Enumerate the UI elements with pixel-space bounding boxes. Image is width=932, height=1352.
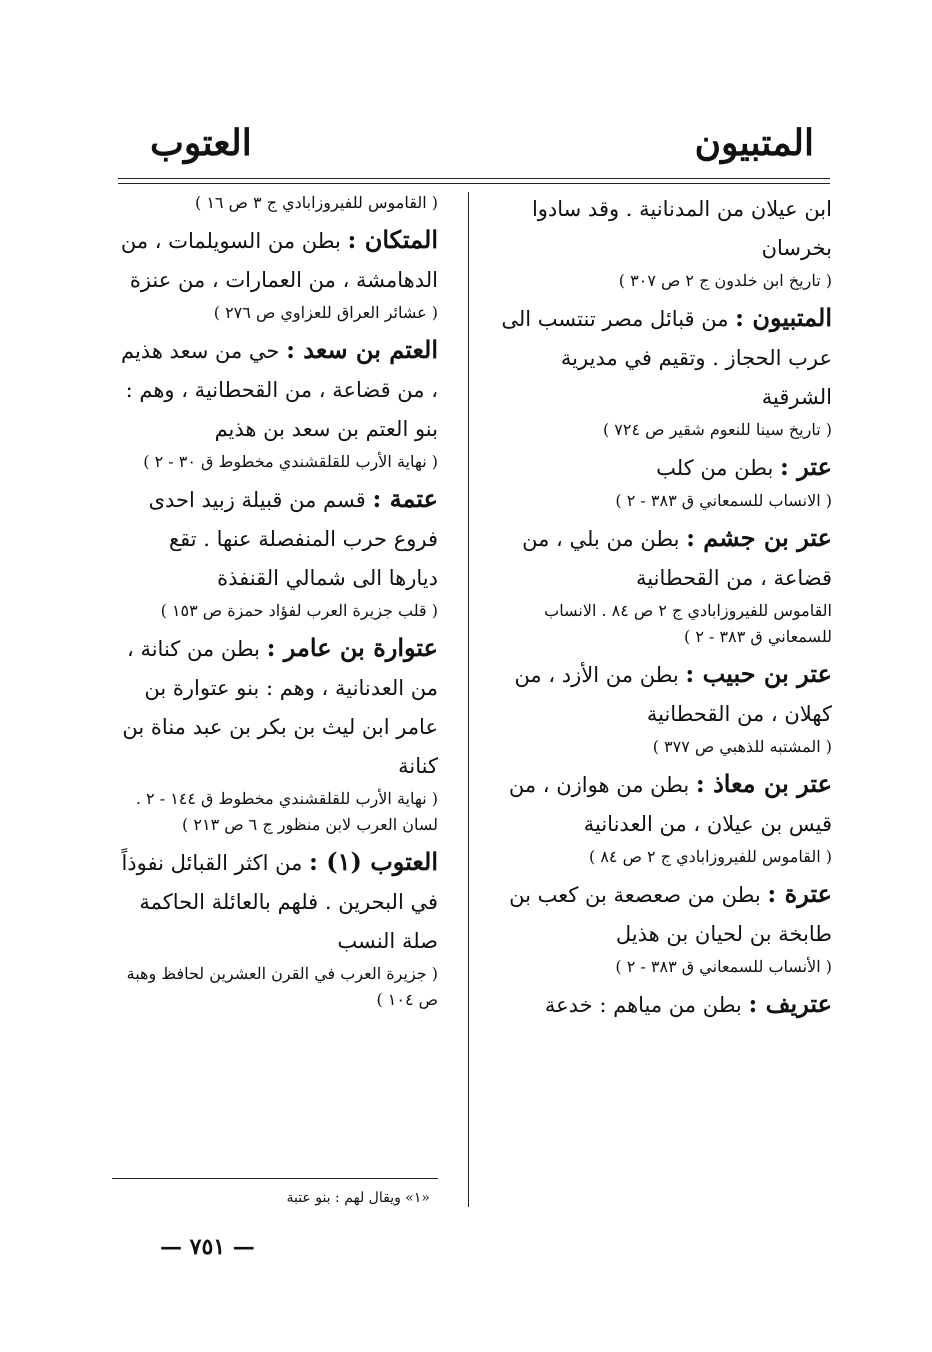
tribe-name: عتوارة بن عامر :	[266, 633, 438, 662]
entry-text	[487, 190, 832, 268]
footnote: «١» ويقال لهم : بنو عتبة	[286, 1190, 430, 1206]
tribe-name: عتر بن معاذ :	[695, 769, 832, 798]
tribe-name: عتريف :	[748, 989, 832, 1018]
entry-body: بطن من كلب	[656, 456, 780, 480]
source-citation: ( القاموس للفيروزابادي ج ٣ ص ١٦ )	[195, 193, 438, 212]
tribe-entry	[487, 764, 832, 844]
tribe-name: عتر بن جشم :	[686, 523, 832, 552]
page-number: — ٧٥١ —	[160, 1234, 255, 1260]
source-citation: ( جزيرة العرب في القرن العشرين لحافظ وهبة ص ١٠٤ )	[126, 964, 438, 1009]
source-citation: ( القاموس للفيروزابادي ج ٢ ص ٨٤ )	[589, 847, 832, 866]
source-citation: ( تاريخ ابن خلدون ج ٢ ص ٣٠٧ )	[618, 271, 832, 290]
tribe-name: المتكان :	[347, 225, 438, 254]
tribe-name: العتوب (١) :	[309, 847, 438, 876]
tribe-entry	[118, 842, 438, 961]
source-citation: ( المشتبه للذهبي ص ٣٧٧ )	[652, 737, 832, 756]
entry-body: بطن من كنانة ، من العدنانية ، وهم : بنو عتوارة بن عامر ابن ليث بن بكر بن عبد مناة بن كنانة	[122, 637, 438, 778]
tribe-entry	[487, 654, 832, 734]
source-citation: ( تاريخ سينا للنعوم شقير ص ٧٢٤ )	[602, 420, 832, 439]
right-column	[487, 190, 832, 1025]
entry-body: بطن من السويلمات ، من الدهامشة ، من العمارات ، من عنزة	[120, 229, 438, 292]
tribe-entry	[118, 220, 438, 300]
entry-body: ابن عيلان من المدنانية . وقد سادوا بخرسان	[531, 197, 832, 260]
source-citation: ( نهاية الأرب للقلقشندي مخطوط ق ١٤٤ - ٢ . لسان العرب لابن منظور ج ٦ ص ٢١٣ )	[135, 789, 438, 834]
source-citation: القاموس للفيروزابادي ج ٢ ص ٨٤ . الانساب للسمعاني ق ٣٨٣ - ٢ )	[544, 601, 832, 646]
tribe-name: عتر بن حبيب :	[685, 659, 832, 688]
entry-body: حي من سعد هذيم ، من قضاعة ، من القحطانية ، وهم : بنو العتم بن سعد بن هذيم	[120, 339, 438, 441]
source-citation: ( عشائر العراق للعزاوي ص ٢٧٦ )	[213, 303, 438, 322]
entry-body: بطن من بلي ، من قضاعة ، من القحطانية	[522, 527, 832, 590]
tribe-entry	[118, 330, 438, 449]
entry-body: من قبائل مصر تنتسب الى عرب الحجاز . وتقيم في مديرية الشرقية	[501, 307, 832, 409]
tribe-entry	[487, 298, 832, 417]
running-header-left: العتوب	[150, 122, 252, 164]
tribe-name: العتم بن سعد :	[286, 335, 438, 364]
entry-body: بطن من مياهم : خدعة	[544, 993, 749, 1017]
source-citation: ( قلب جزيرة العرب لفؤاد حمزة ص ١٥٣ )	[160, 601, 438, 620]
tribe-name: المتبيون :	[735, 303, 832, 332]
source-citation: ( الأنساب للسمعاني ق ٣٨٣ - ٢ )	[615, 957, 832, 976]
tribe-entry	[118, 628, 438, 786]
column-divider	[468, 192, 469, 1207]
tribe-entry	[487, 984, 832, 1025]
source-citation: ( نهاية الأرب للقلقشندي مخطوط ق ٣٠ - ٢ )	[143, 452, 438, 471]
tribe-entry	[487, 874, 832, 954]
header-rule-top	[118, 178, 830, 179]
source-citation: ( الانساب للسمعاني ق ٣٨٣ - ٢ )	[615, 491, 832, 510]
tribe-name: عتر :	[779, 452, 832, 481]
entry-body: بطن من صعصعة بن كعب بن طابخة بن لحيان بن هذيل	[509, 883, 832, 946]
entry-body: قسم من قبيلة زبيد احدى فروع حرب المنفصلة عنها . تقع ديارها الى شمالي القنفذة	[148, 488, 438, 590]
tribe-entry	[487, 518, 832, 598]
header-rule-bottom	[118, 183, 830, 184]
tribe-name: عتمة :	[372, 484, 438, 513]
left-column	[118, 190, 438, 1017]
tribe-entry	[487, 447, 832, 488]
tribe-entry	[118, 479, 438, 598]
tribe-name: عترة :	[767, 879, 832, 908]
entry-body: بطن من هوازن ، من قيس بن عيلان ، من العدنانية	[508, 773, 832, 836]
footnote-rule	[112, 1178, 438, 1179]
running-header-right: المتبيون	[694, 122, 814, 164]
entry-body: من اكثر القبائل نفوذاً في البحرين . فلهم بالعائلة الحاكمة صلة النسب	[121, 851, 438, 953]
entry-body: بطن من الأزد ، من كهلان ، من القحطانية	[514, 663, 832, 726]
